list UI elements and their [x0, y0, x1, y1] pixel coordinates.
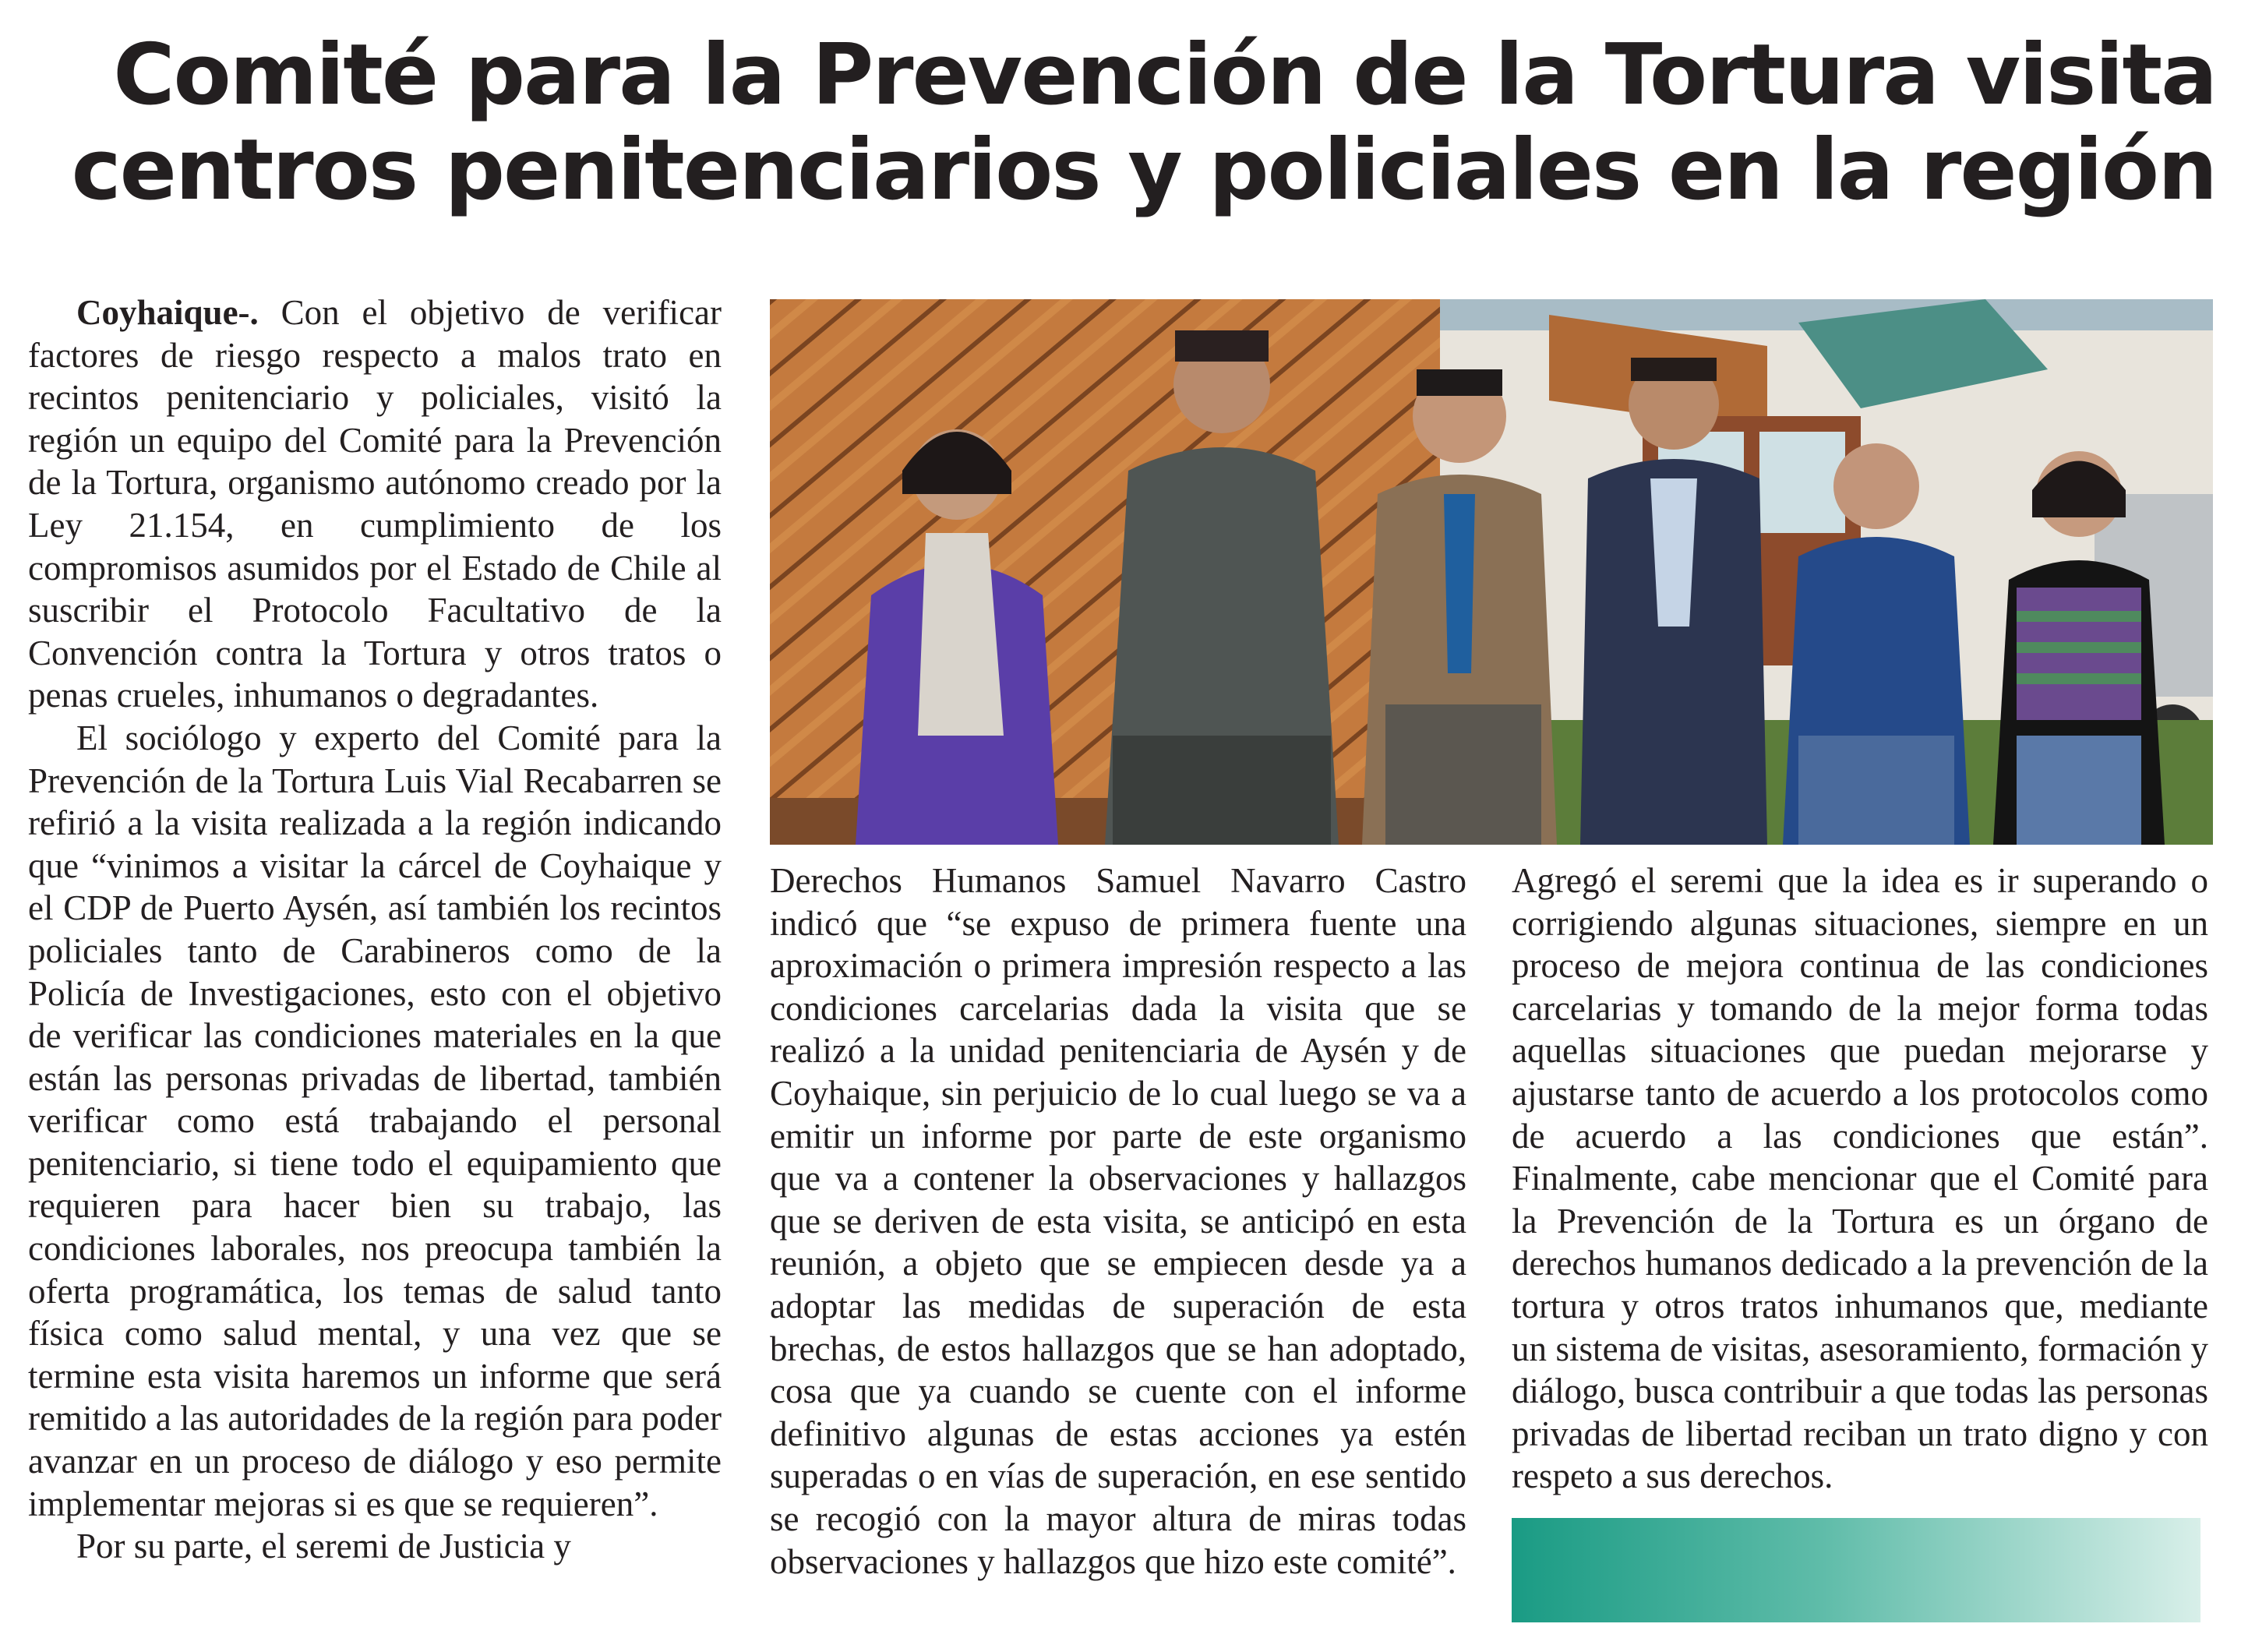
group-photo-icon [770, 299, 2213, 845]
paragraph-5: Agregó el seremi que la idea es ir superando o corrigiendo algunas situaciones, siempre en un proceso de mejora continua de las condiciones carcelarias y tomando de la mejor forma todas aquellas situaciones que puedan mejorarse y ajustarse tanto de acuerdo a los protocolos como de acuerdo a las condiciones que están”. Finalmente, cabe mencionar que el Comité para la Prevención de la Tortura es un órgano de derechos humanos dedicado a la prevención de la tortura y otros tratos inhumanos que, mediante un sistema de visitas, asesoramiento, formación y diálogo, busca contribuir a que todas las personas privadas de libertad reciban un trato digno y con respeto a sus derechos. [1512, 861, 2208, 1496]
paragraph-1-text: Con el objetivo de verificar factores de riesgo respecto a malos trato en recintos penitenciario y policiales, visitó la región un equipo del Comité para la Prevención de la Tortura, organismo autónomo creado por la Ley 21.154, en cumplimiento de los compromisos asumidos por el Estado de Chile al suscribir el Protocolo Facultativo de la Convención contra la Tortura y otros tratos o penas crueles, inhumanos o degradantes. [28, 293, 722, 715]
paragraph-4: Derechos Humanos Samuel Navarro Castro indicó que “se expuso de primera fuente una aproximación o primera impresión respecto a las condiciones carcelarias dada la visita que se realizó a la unidad penitenciaria de Aysén y de Coyhaique, sin perjuicio de lo cual luego se va a emitir un informe por parte de este organismo que va a contener la observaciones y hallazgos que se deriven de esta visita, se anticipó en esta reunión, a objeto que se empiecen desde ya a adoptar las medidas de superación de esta brechas, de estos hallazgos que se han adoptado, cosa que ya cuando se cuente con el informe definitivo algunas de estas acciones ya estén superadas o en vías de superación, en ese sentido se recogió con la mayor altura de miras todas observaciones y hallazgos que hizo este comité”. [770, 861, 1466, 1581]
article-column-3 [1512, 860, 2208, 1545]
decorative-gradient-box [1512, 1518, 2200, 1622]
group-photo [770, 299, 2213, 845]
headline-line-1: Comité para la Prevención de la Tortura visita [113, 26, 2216, 124]
article-column-2 [770, 860, 1466, 1631]
paragraph-2: El sociólogo y experto del Comité para la Prevención de la Tortura Luis Vial Recabarren se refirió a la visita realizada a la región indicando que “vinimos a visitar la cárcel de Coyhaique y el CDP de Puerto Aysén, así también los recintos policiales tanto de Carabineros como de la Policía de Investigaciones, esto con el objetivo de verificar las condiciones materiales en la que están las personas privadas de libertad, también verificar como está trabajando el personal penitenciario, si tiene todo el equipamiento que requieren para hacer bien su trabajo, las condiciones laborales, nos preocupa también la oferta programática, los temas de salud tanto física como salud mental, y una vez que se termine esta visita haremos un informe que será remitido a las autoridades de la región para poder avanzar en un proceso de diálogo y eso permite implementar mejoras si es que se requieren”. [28, 718, 722, 1523]
article-column-1 [28, 291, 722, 1632]
paragraph-3: Por su parte, el seremi de Justicia y [76, 1527, 571, 1566]
headline-line-2: centros penitenciarios y policiales en la región [71, 122, 2216, 219]
dateline: Coyhaique-. [76, 293, 259, 332]
headline [0, 28, 2216, 218]
paragraph-1 [28, 291, 722, 717]
